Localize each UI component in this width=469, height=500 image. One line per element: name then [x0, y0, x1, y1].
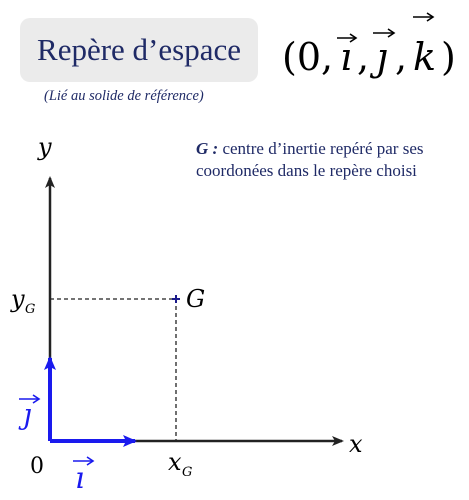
tuple-comma-1: ,	[357, 35, 370, 79]
point-g-marker	[172, 295, 180, 303]
title-label: Repère d’espace	[37, 32, 241, 67]
note-symbol: G :	[196, 139, 219, 158]
note-body: centre d’inertie repéré par ses coordonées dans le repère choisi	[196, 139, 424, 180]
tuple-close: )	[441, 35, 456, 79]
tuple-j: ȷ	[376, 35, 388, 79]
tuple-comma-2: ,	[395, 35, 408, 79]
xg-subscript: G	[182, 465, 193, 480]
vector-i-label: ı	[75, 461, 85, 496]
axis-y-label: y	[38, 133, 52, 161]
basis-tuple	[282, 13, 456, 79]
yg-label: y	[11, 285, 25, 313]
point-g-label: G	[186, 285, 206, 313]
axis-x-label: x	[349, 430, 363, 458]
vector-j-label: ȷ	[23, 398, 32, 431]
origin-label: 0	[30, 454, 44, 479]
subtitle: (Lié au solide de référence)	[44, 88, 204, 104]
tuple-k: k	[413, 35, 437, 79]
tuple-i: ı	[340, 35, 353, 79]
xg-label: x	[168, 448, 182, 476]
tuple-open: (0,	[282, 35, 334, 79]
yg-subscript: G	[25, 302, 36, 317]
